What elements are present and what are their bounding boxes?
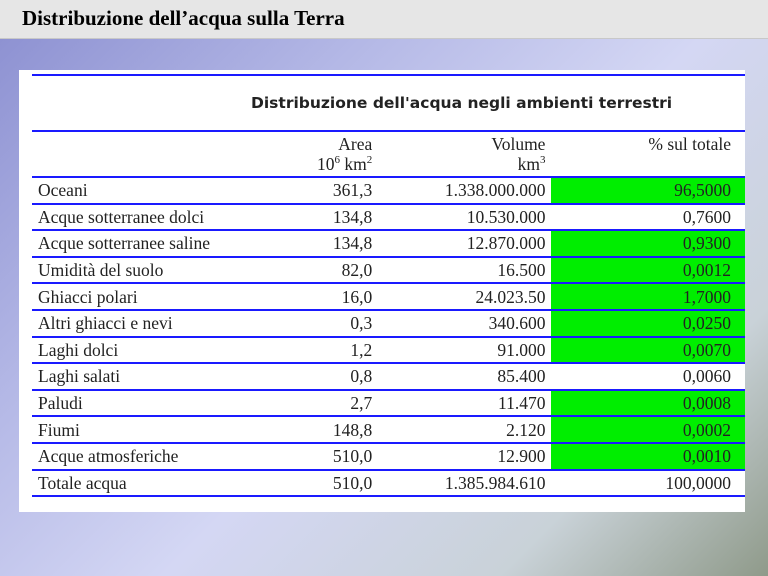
row-percent: 0,0070 — [551, 337, 745, 364]
row-area: 510,0 — [226, 443, 379, 470]
row-volume: 11.470 — [378, 390, 551, 417]
row-name: Umidità del suolo — [32, 257, 226, 284]
header-top-rule — [32, 130, 745, 132]
table-row — [32, 470, 745, 497]
row-percent: 0,0010 — [551, 443, 745, 470]
table-row — [32, 310, 745, 337]
row-percent: 0,0060 — [551, 363, 745, 390]
row-area: 1,2 — [226, 337, 379, 364]
row-percent: 0,0012 — [551, 257, 745, 284]
table-panel — [19, 70, 745, 512]
row-area: 510,0 — [226, 470, 379, 497]
row-name: Laghi dolci — [32, 337, 226, 364]
header-volume: Volume — [491, 134, 546, 154]
row-volume: 1.338.000.000 — [378, 177, 551, 204]
row-percent: 0,9300 — [551, 230, 745, 257]
row-name: Ghiacci polari — [32, 283, 226, 310]
row-name: Totale acqua — [32, 470, 226, 497]
header-volume-unit: $km^3$ — [517, 154, 546, 174]
row-name: Laghi salati — [32, 363, 226, 390]
header-row-1 — [32, 134, 745, 154]
row-percent: 0,7600 — [551, 204, 745, 231]
top-rule — [32, 74, 745, 76]
table-row — [32, 257, 745, 284]
row-percent: 0,0002 — [551, 416, 745, 443]
row-area: 134,8 — [226, 204, 379, 231]
table-body — [32, 177, 745, 496]
slide-title: Distribuzione dell’acqua sulla Terra — [22, 6, 345, 30]
row-area: 148,8 — [226, 416, 379, 443]
header-percent: % sul totale — [648, 134, 731, 154]
table-row — [32, 416, 745, 443]
row-volume: 2.120 — [378, 416, 551, 443]
header-blank — [32, 134, 226, 154]
water-table — [32, 134, 745, 497]
table-title: Distribuzione dell'acqua negli ambienti terrestri — [251, 94, 673, 112]
header-area: Area — [338, 134, 373, 154]
row-volume: 85.400 — [378, 363, 551, 390]
table-row — [32, 443, 745, 470]
row-name: Fiumi — [32, 416, 226, 443]
row-name: Acque sotterranee dolci — [32, 204, 226, 231]
row-percent: 100,0000 — [551, 470, 745, 497]
table-row — [32, 363, 745, 390]
row-percent: 0,0008 — [551, 390, 745, 417]
row-percent: 1,7000 — [551, 283, 745, 310]
table-row — [32, 204, 745, 231]
row-percent: 0,0250 — [551, 310, 745, 337]
row-volume: 12.870.000 — [378, 230, 551, 257]
row-name: Acque sotterranee saline — [32, 230, 226, 257]
row-area: 361,3 — [226, 177, 379, 204]
table-row — [32, 230, 745, 257]
row-name: Altri ghiacci e nevi — [32, 310, 226, 337]
row-volume: 12.900 — [378, 443, 551, 470]
header-row-2 — [32, 154, 745, 177]
row-area: 82,0 — [226, 257, 379, 284]
table-row — [32, 177, 745, 204]
row-area: 134,8 — [226, 230, 379, 257]
row-area: 2,7 — [226, 390, 379, 417]
row-volume: 16.500 — [378, 257, 551, 284]
row-volume: 1.385.984.610 — [378, 470, 551, 497]
row-volume: 91.000 — [378, 337, 551, 364]
row-area: 0,8 — [226, 363, 379, 390]
header-area-unit: $10^6$ $km^2$ — [317, 154, 373, 174]
table-row — [32, 283, 745, 310]
row-name: Paludi — [32, 390, 226, 417]
row-volume: 24.023.50 — [378, 283, 551, 310]
row-area: 0,3 — [226, 310, 379, 337]
table-row — [32, 337, 745, 364]
table-row — [32, 390, 745, 417]
row-percent: 96,5000 — [551, 177, 745, 204]
row-name: Acque atmosferiche — [32, 443, 226, 470]
row-area: 16,0 — [226, 283, 379, 310]
title-bar — [0, 0, 768, 39]
row-name: Oceani — [32, 177, 226, 204]
row-volume: 10.530.000 — [378, 204, 551, 231]
row-volume: 340.600 — [378, 310, 551, 337]
